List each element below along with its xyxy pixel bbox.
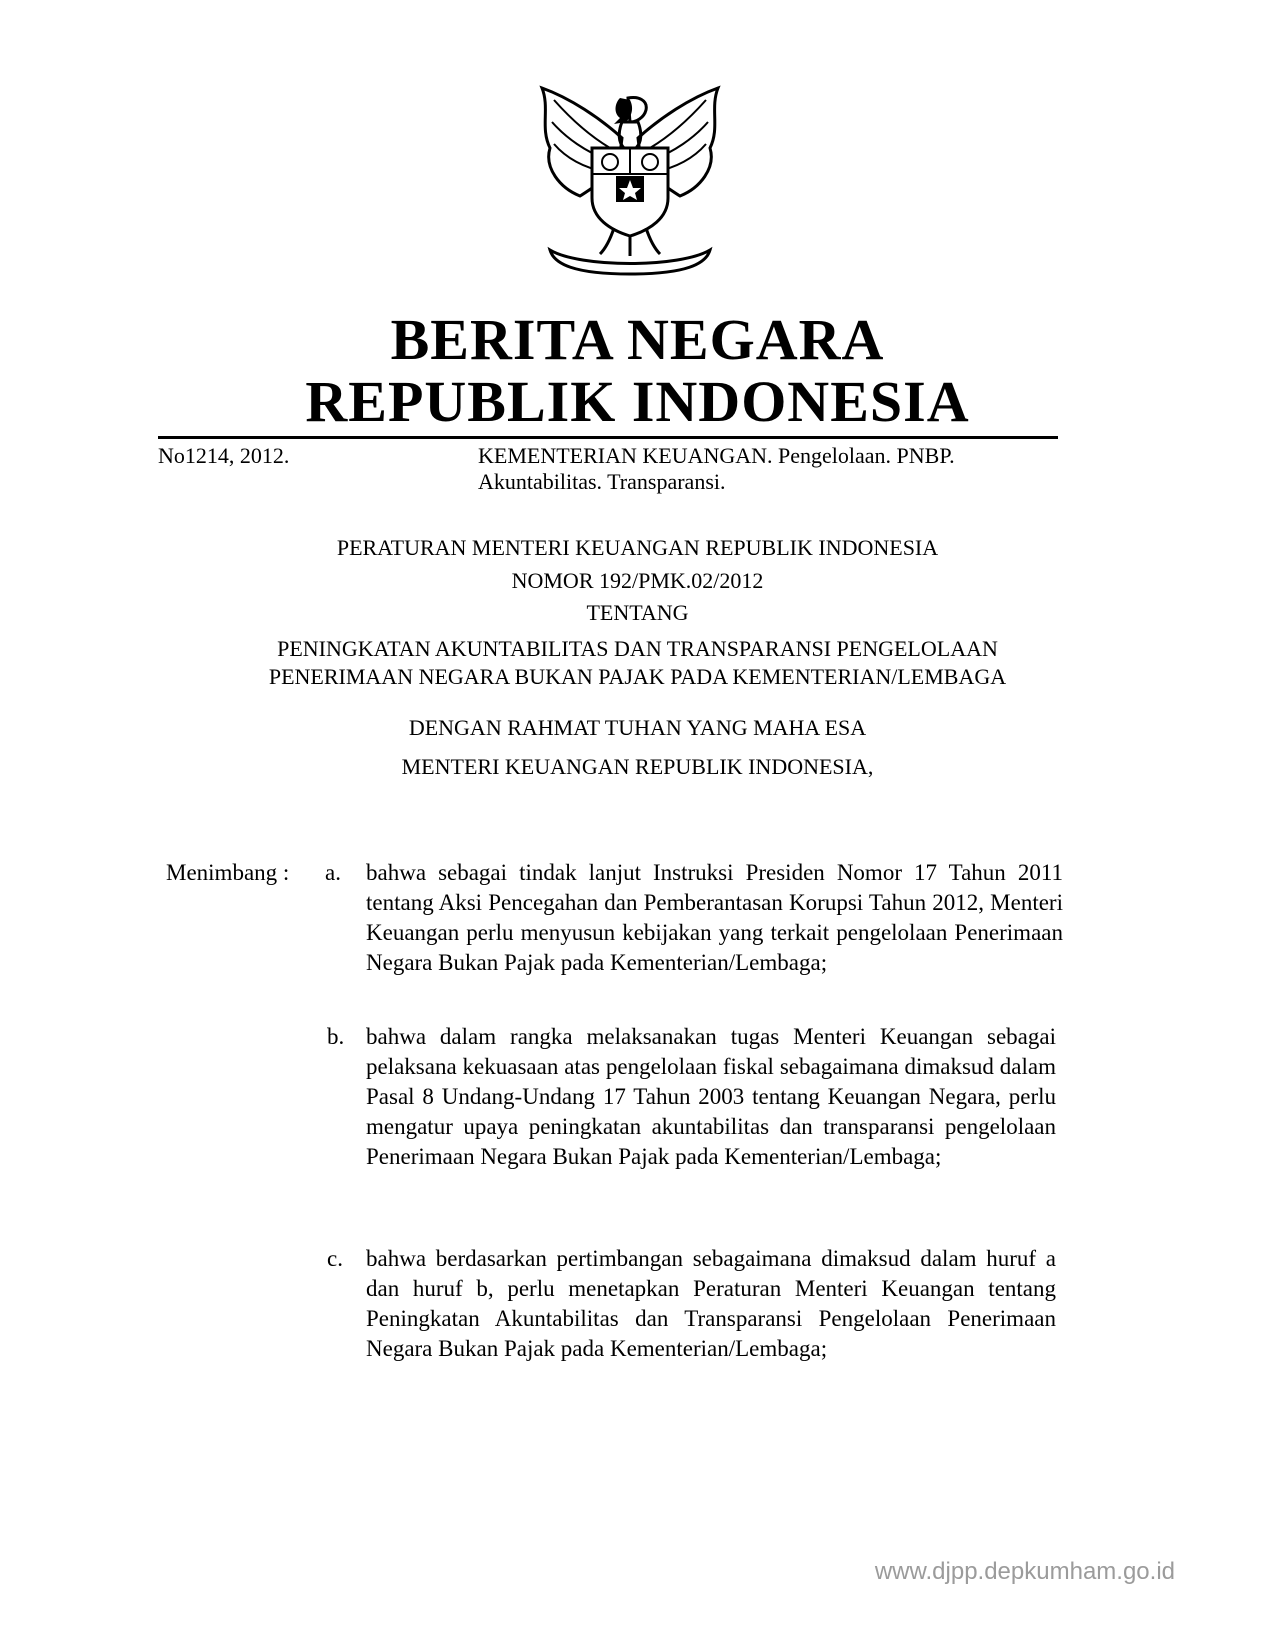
consideration-text-b: bahwa dalam rangka melaksanakan tugas Menteri Keuangan sebagai pelaksana kekuasaan atas pengelolaan fiskal sebagaimana dimaksud dalam Pasal 8 Undang-Undang 17 Tahun 2003 tentang Keuangan Negara, perlu mengatur upaya peningkatan akuntabilitas dan transparansi pengelolaan Penerimaan Negara Bukan Pajak pada Kementerian/Lembaga; xyxy=(366,1024,1056,1169)
regulation-subject-line-1: PENINGKATAN AKUNTABILITAS DAN TRANSPARANSI PENGELOLAAN xyxy=(277,636,998,661)
regulation-number: NOMOR 192/PMK.02/2012 xyxy=(511,568,764,593)
invocation: DENGAN RAHMAT TUHAN YANG MAHA ESA xyxy=(408,715,867,740)
gazette-subject-line-1: KEMENTERIAN KEUANGAN. Pengelolaan. PNBP. xyxy=(478,443,955,468)
consideration-letter-b: b. xyxy=(327,1024,345,1049)
source-url: www.djpp.depkumham.go.id xyxy=(874,1558,1175,1585)
consideration-text-c: bahwa berdasarkan pertimbangan sebagaimana dimaksud dalam huruf a dan huruf b, perlu menetapkan Peraturan Menteri Keuangan tentang Peningkatan Akuntabilitas dan Transparansi Pengelolaan Penerimaan Negara Bukan Pajak pada Kementerian/Lembaga; xyxy=(366,1246,1056,1361)
issuer: MENTERI KEUANGAN REPUBLIK INDONESIA, xyxy=(401,754,874,779)
regulation-tentang: TENTANG xyxy=(586,600,689,625)
regulation-title: PERATURAN MENTERI KEUANGAN REPUBLIK INDONESIA xyxy=(336,535,939,560)
consideration-letter-c: c. xyxy=(327,1246,343,1271)
regulation-subject-line-2: PENERIMAAN NEGARA BUKAN PAJAK PADA KEMENTERIAN/LEMBAGA xyxy=(268,664,1007,689)
masthead-divider xyxy=(158,436,1058,439)
gazette-subject xyxy=(478,443,1058,495)
consideration-letter-a: a. xyxy=(325,860,341,885)
considerations-label: Menimbang : xyxy=(166,860,290,885)
garuda-emblem-icon xyxy=(510,78,750,278)
consideration-text-a: bahwa sebagai tindak lanjut Instruksi Presiden Nomor 17 Tahun 2011 tentang Aksi Pencegahan dan Pemberantasan Korupsi Tahun 2012, Menteri Keuangan perlu menyusun kebijakan yang terkait pengelolaan Penerimaan Negara Bukan Pajak pada Kementerian/Lembaga; xyxy=(366,860,1063,975)
masthead-line-2: REPUBLIK INDONESIA xyxy=(305,369,970,434)
gazette-subject-line-2: Akuntabilitas. Transparansi. xyxy=(478,469,726,494)
masthead-line-1: BERITA NEGARA xyxy=(390,307,885,372)
gazette-number: No1214, 2012. xyxy=(158,443,290,468)
